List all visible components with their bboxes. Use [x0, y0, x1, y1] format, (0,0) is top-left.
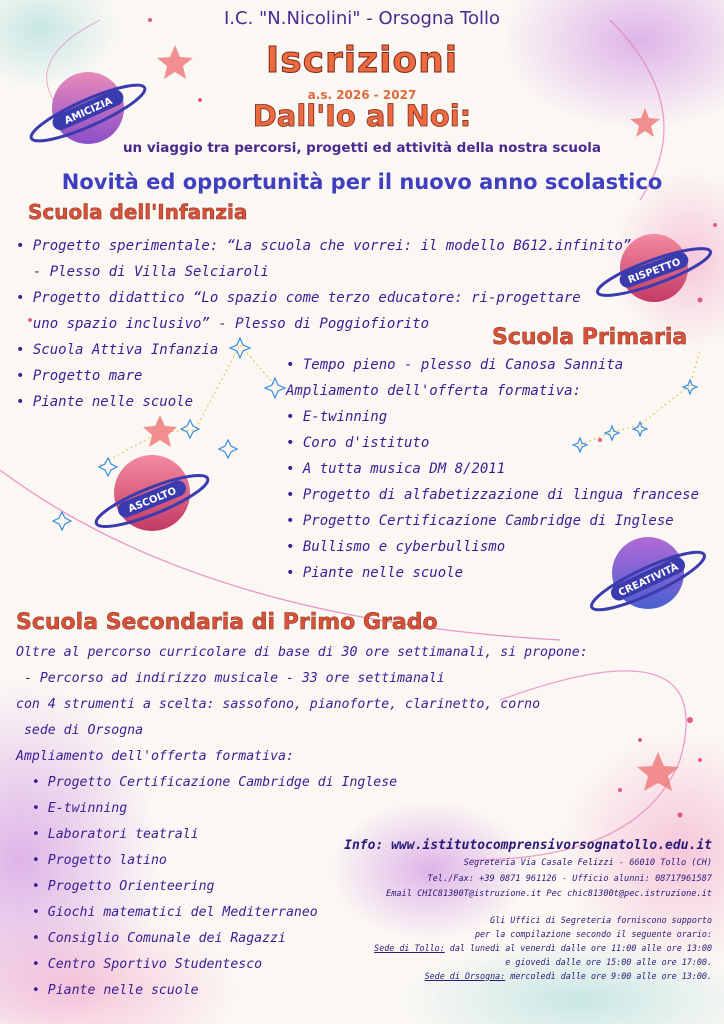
address: Segreteria Via Casale Felizzi - 66010 Tollo (CH)	[463, 858, 712, 868]
tollo-label: Sede di Tollo:	[374, 942, 445, 953]
list-item: sede di Orsogna	[16, 723, 144, 738]
creativita-label: CREATIVITÀ	[617, 561, 681, 599]
amicizia-label: AMICIZIA	[62, 95, 115, 127]
phone: Tel./Fax: +39 0871 961126 - Ufficio alunni: 08717961587	[427, 873, 712, 884]
ascolto-label: ASCOLTO	[126, 485, 179, 516]
school-name: I.C. "N.Nicolini" - Orsogna Tollo	[223, 8, 501, 29]
list-item: • Progetto Orienteering	[16, 879, 215, 894]
list-item: • Progetto Certificazione Cambridge di Inglese	[286, 513, 674, 529]
tollo-text: dal lunedì al venerdì dalle ore 11:00 alle ore 13:00	[444, 942, 712, 953]
list-item: • Progetto mare	[16, 368, 143, 384]
info-block	[344, 838, 712, 983]
list-item: • Tempo pieno - plesso di Canosa Sannita	[286, 357, 624, 373]
list-item: • Scuola Attiva Infanzia	[16, 342, 219, 358]
list-item: • Progetto latino	[16, 853, 167, 868]
primaria-list	[286, 352, 699, 586]
list-item: • A tutta musica DM 8/2011	[286, 461, 506, 477]
primaria-title: Scuola Primaria	[492, 325, 688, 350]
list-item: • Progetto didattico “Lo spazio come terzo educatore: ri-progettare	[16, 290, 581, 306]
list-item: • Centro Sportivo Studentesco	[16, 957, 263, 972]
hours-intro-1: Gli Uffici di Segreteria forniscono supporto	[490, 914, 712, 925]
secondaria-title: Scuola Secondaria di Primo Grado	[16, 610, 438, 635]
tagline: un viaggio tra percorsi, progetti ed attività della nostra scuola	[122, 140, 602, 156]
list-item: Ampliamento dell'offerta formativa:	[16, 749, 294, 764]
list-item: • Coro d'istituto	[286, 435, 430, 451]
list-item: • E-twinning	[16, 801, 128, 816]
list-item: • Progetto di alfabetizzazione di lingua francese	[286, 487, 700, 503]
list-item: • Piante nelle scuole	[16, 394, 194, 410]
email[interactable]: Email CHIC81300T@istruzione.it Pec chic81300t@pec.istruzione.it	[386, 889, 712, 899]
hours-tollo	[344, 941, 712, 955]
website-link[interactable]: Info: www.istitutocomprensivorsognatollo.edu.it	[344, 838, 712, 853]
orsogna-label: Sede di Orsogna:	[424, 970, 506, 981]
list-item: - Plesso di Villa Selciaroli	[16, 264, 269, 280]
hours-orsogna	[344, 969, 712, 983]
subtitle: Dall'Io al Noi:	[252, 99, 472, 133]
ascolto-planet-badge	[92, 445, 217, 545]
list-item: - Percorso ad indirizzo musicale - 33 ore settimanali	[16, 671, 445, 686]
list-item: • E-twinning	[286, 409, 388, 425]
list-item: • Bullismo e cyberbullismo	[286, 539, 506, 555]
list-item: • Piante nelle scuole	[286, 565, 464, 581]
headline: Novità ed opportunità per il nuovo anno scolastico	[61, 170, 663, 194]
list-item: • Progetto sperimentale: “La scuola che vorrei: il modello B612.infinito”	[16, 238, 632, 254]
page-title: Iscrizioni	[265, 40, 459, 81]
list-item: • Laboratori teatrali	[16, 827, 199, 842]
list-item: • Progetto Certificazione Cambridge di Inglese	[16, 775, 398, 790]
list-item: uno spazio inclusivo” - Plesso di Poggiofiorito	[16, 316, 430, 332]
rispetto-label: RISPETTO	[626, 256, 683, 287]
infanzia-title: Scuola dell'Infanzia	[28, 200, 248, 224]
list-item: Ampliamento dell'offerta formativa:	[286, 383, 582, 399]
list-item: • Piante nelle scuole	[16, 983, 199, 998]
hours-tollo-2: e giovedì dalle ore 15:00 alle ore 17:00.	[505, 956, 712, 967]
list-item: Oltre al percorso curricolare di base di 30 ore settimanali, si propone:	[16, 645, 588, 660]
orsogna-text: mercoledì dalle ore 9:00 alle ore 13:00.	[505, 970, 712, 981]
school-year: a.s. 2026 - 2027	[307, 88, 417, 102]
hours-intro-2: per la compilazione secondo il seguente orario:	[475, 928, 712, 939]
list-item: • Giochi matematici del Mediterraneo	[16, 905, 318, 920]
list-item: con 4 strumenti a scelta: sassofono, pianoforte, clarinetto, corno	[16, 697, 541, 712]
list-item: • Consiglio Comunale dei Ragazzi	[16, 931, 286, 946]
